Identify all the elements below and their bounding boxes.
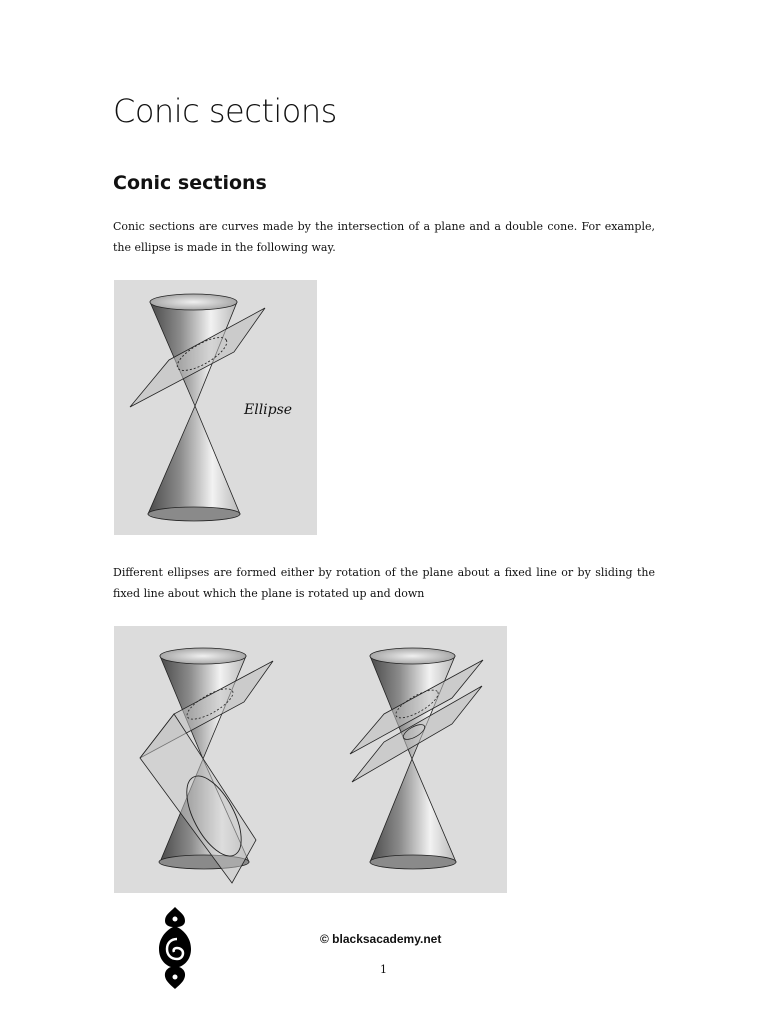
rotating-and-sliding-planes-illustration xyxy=(114,626,507,893)
page-title: Conic sections xyxy=(113,92,337,130)
copyright-text: © blacksacademy.net xyxy=(320,932,442,946)
ellipse-figure xyxy=(114,280,317,535)
blacks-academy-logo xyxy=(155,905,195,993)
double-cone-ellipse-illustration xyxy=(114,280,317,535)
intro-paragraph: Conic sections are curves made by the intersection of a plane and a double cone. For example, the ellipse is made in the following way. xyxy=(113,220,655,254)
second-paragraph: Different ellipses are formed either by rotation of the plane about a fixed line or by sliding the fixed line about which the plane is rotated up and down xyxy=(113,566,655,600)
section-heading: Conic sections xyxy=(113,172,267,194)
ellipse-variations-figure xyxy=(114,626,507,893)
rotating-plane-cone xyxy=(140,648,273,883)
ellipse-label: Ellipse xyxy=(244,402,293,418)
sliding-plane-cone xyxy=(350,648,483,869)
page-number: 1 xyxy=(380,963,387,976)
